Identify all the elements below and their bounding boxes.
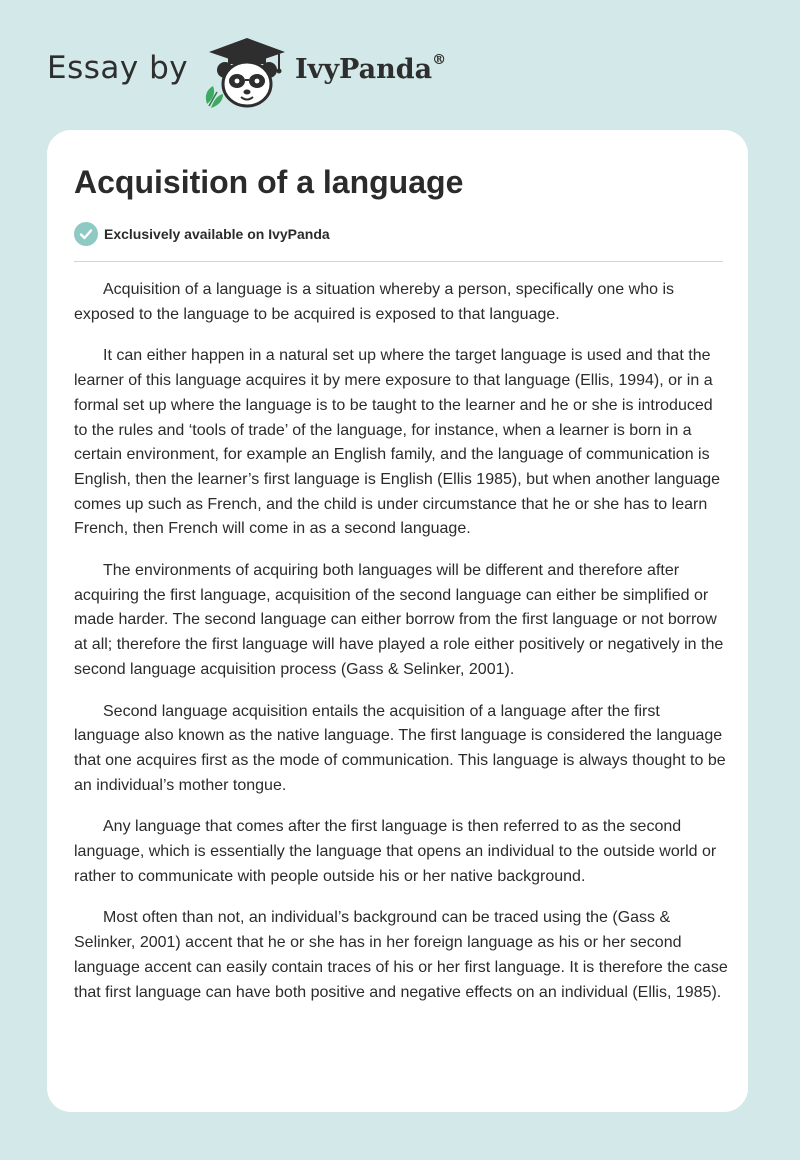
essay-card xyxy=(47,130,748,1112)
registered-mark: ® xyxy=(432,52,447,68)
brand-text: IvyPanda xyxy=(295,54,433,85)
brand-name[interactable] xyxy=(295,54,446,85)
panda-graduate-icon[interactable] xyxy=(201,34,293,110)
exclusive-badge xyxy=(74,222,330,246)
paragraph: Any language that comes after the first language is then referred to as the second language, which is essentially the language that opens an individual to the outside world or rather to communicate with people outside his or her native background. xyxy=(74,818,717,885)
paragraph: It can either happen in a natural set up where the target language is used and that the learner of this language acquires it by mere exposure to that language (Ellis, 1994), or in a formal set up where the language is to be taught to the learner and he or she is introduced to the rules and ‘tools of trade’ of the language, for instance, when a learner is born in a certain environment, for example an English family, and the language of communication is English, then the learner’s first language is English (Ellis 1985), but when another language comes up such as French, and the child is under circumstance that he or she has to learn French, then French will come in as a second language. xyxy=(74,347,721,538)
essay-body xyxy=(74,278,729,1022)
site-header xyxy=(47,32,547,112)
paragraph: Acquisition of a language is a situation whereby a person, specifically one who is exposed to the language to be acquired is exposed to that language. xyxy=(74,281,674,323)
essay-by-label: Essay by xyxy=(47,50,189,86)
checkmark-circle-icon xyxy=(74,222,98,246)
exclusive-label: Exclusively available on IvyPanda xyxy=(104,226,330,242)
page-title: Acquisition of a language xyxy=(74,164,464,200)
paragraph: Second language acquisition entails the acquisition of a language after the first language also known as the native language. The first language is considered the language that one acquires first as the mode of communication. This language is always thought to be an individual’s mother tongue. xyxy=(74,702,726,794)
paragraph: The environments of acquiring both languages will be different and therefore after acquiring the first language, acquisition of the second language can either be simplified or made harder. The second language can either borrow from the first language or not borrow at all; therefore the first language will have played a role either positively or negatively in the second language acquisition process (Gass & Selinker, 2001). xyxy=(74,562,724,678)
paragraph: Most often than not, an individual’s background can be traced using the (Gass & Selinker, 2001) accent that he or she has in her foreign language as his or her second language accent can easily contain traces of his or her first language. It is therefore the case that first language can have both positive and negative effects on an individual (Ellis, 1985). xyxy=(74,909,728,1001)
divider xyxy=(74,261,723,262)
